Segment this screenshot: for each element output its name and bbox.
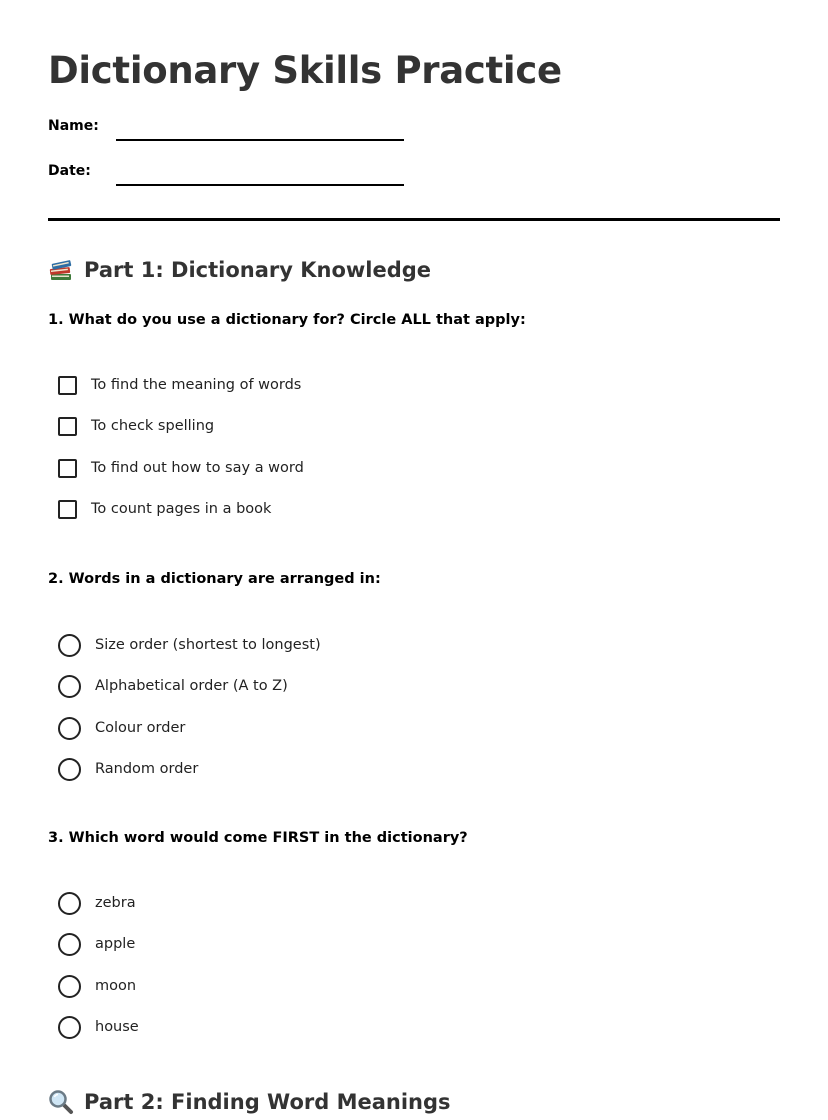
- date-field-row: [48, 163, 408, 193]
- header-divider: [48, 218, 780, 221]
- q3-option-3[interactable]: [58, 974, 136, 998]
- option-label: To count pages in a book: [91, 501, 272, 517]
- question-1: 1. What do you use a dictionary for? Circle ALL that apply:: [48, 312, 526, 328]
- part1-heading-text: Part 1: Dictionary Knowledge: [84, 258, 432, 282]
- books-icon: [48, 257, 74, 283]
- question-3: 3. Which word would come FIRST in the dictionary?: [48, 830, 468, 846]
- radio-button[interactable]: [58, 675, 81, 698]
- option-label: To check spelling: [91, 418, 215, 434]
- radio-button[interactable]: [58, 933, 81, 956]
- q2-option-4[interactable]: [58, 757, 198, 781]
- question-2: 2. Words in a dictionary are arranged in:: [48, 571, 381, 587]
- q2-option-2[interactable]: [58, 674, 288, 698]
- name-field[interactable]: [116, 139, 404, 141]
- option-label: Size order (shortest to longest): [95, 637, 321, 653]
- q3-option-2[interactable]: [58, 932, 135, 956]
- option-label: To find out how to say a word: [91, 460, 304, 476]
- radio-button[interactable]: [58, 975, 81, 998]
- checkbox[interactable]: [58, 500, 77, 519]
- part2-heading: [48, 1089, 451, 1115]
- option-label: Colour order: [95, 720, 186, 736]
- date-field[interactable]: [116, 184, 404, 186]
- part1-heading: [48, 257, 431, 283]
- checkbox[interactable]: [58, 376, 77, 395]
- checkbox[interactable]: [58, 417, 77, 436]
- q3-option-4[interactable]: [58, 1015, 139, 1039]
- option-label: house: [95, 1019, 139, 1035]
- option-label: moon: [95, 978, 137, 994]
- option-label: apple: [95, 936, 136, 952]
- q2-option-1[interactable]: [58, 633, 321, 657]
- option-label: To find the meaning of words: [91, 377, 302, 393]
- q3-option-1[interactable]: [58, 891, 136, 915]
- option-label: Random order: [95, 761, 199, 777]
- radio-button[interactable]: [58, 1016, 81, 1039]
- magnifying-glass-icon: [48, 1089, 74, 1115]
- radio-button[interactable]: [58, 758, 81, 781]
- q1-option-1[interactable]: [58, 373, 301, 397]
- q1-option-2[interactable]: [58, 414, 214, 438]
- radio-button[interactable]: [58, 717, 81, 740]
- part2-heading-text: Part 2: Finding Word Meanings: [84, 1090, 451, 1114]
- q1-option-3[interactable]: [58, 456, 304, 480]
- radio-button[interactable]: [58, 634, 81, 657]
- checkbox[interactable]: [58, 459, 77, 478]
- radio-button[interactable]: [58, 892, 81, 915]
- option-label: zebra: [95, 895, 136, 911]
- date-label: Date:: [48, 163, 91, 179]
- option-label: Alphabetical order (A to Z): [95, 678, 288, 694]
- q1-option-4[interactable]: [58, 497, 271, 521]
- q2-option-3[interactable]: [58, 716, 185, 740]
- page-title: Dictionary Skills Practice: [48, 49, 562, 92]
- name-label: Name:: [48, 118, 99, 134]
- name-field-row: [48, 118, 408, 148]
